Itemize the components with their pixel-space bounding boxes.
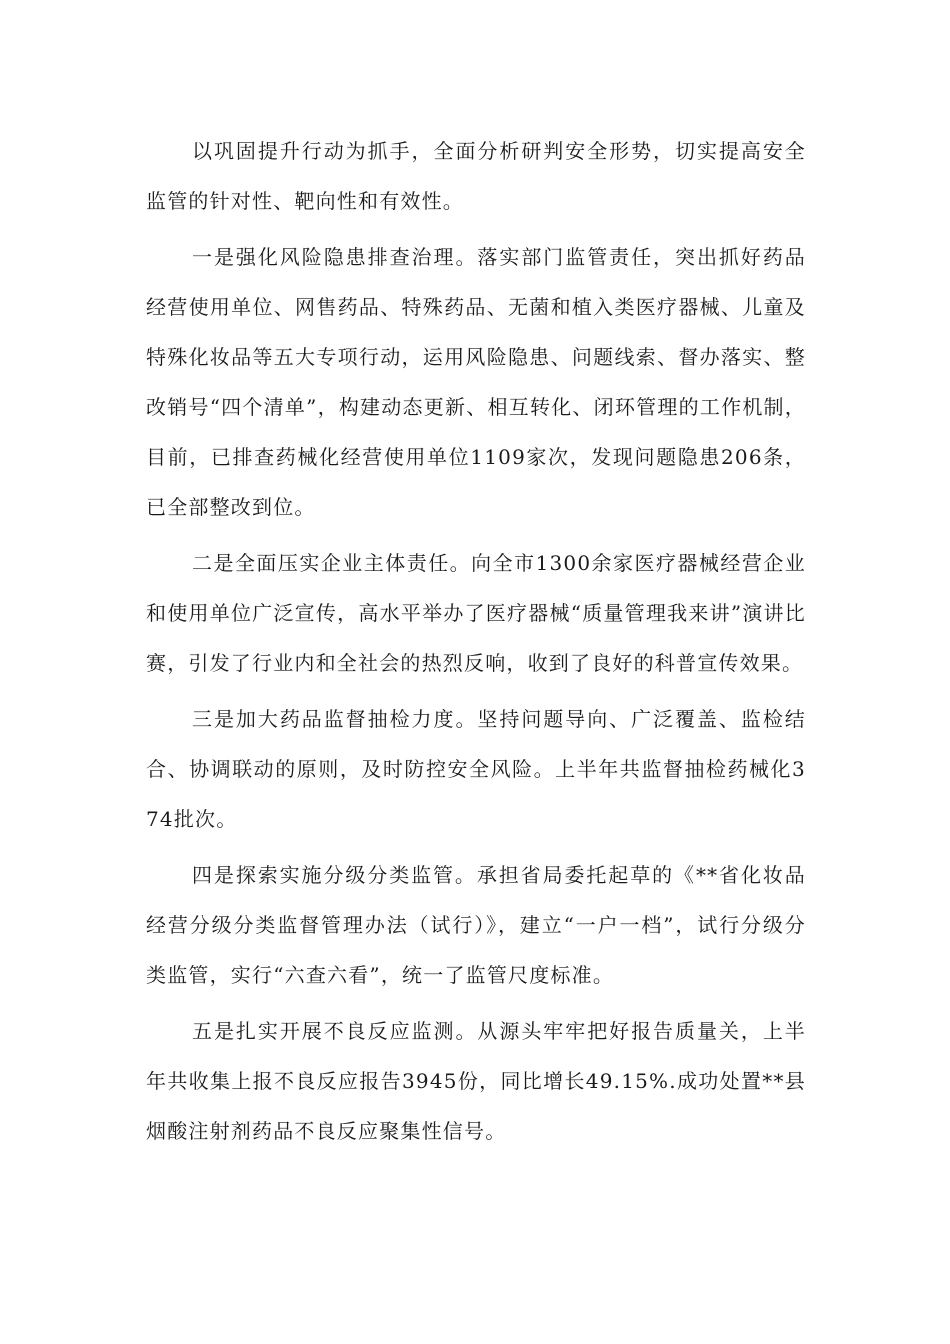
paragraph-sampling-inspection: 三是加大药品监督抽检力度。坚持问题导向、广泛覆盖、监检结合、协调联动的原则，及时防控安全风险。上半年共监督抽检药械化374批次。	[146, 707, 806, 831]
paragraph-enterprise-responsibility: 二是全面压实企业主体责任。向全市1300余家医疗器械经营企业和使用单位广泛宣传，高水平举办了医疗器械“质量管理我来讲”演讲比赛，引发了行业内和全社会的热烈反响，收到了良好的科普宣传效果。	[146, 551, 806, 675]
paragraph-graded-supervision: 四是探索实施分级分类监管。承担省局委托起草的《**省化妆品经营分级分类监督管理办法（试行）》，建立“一户一档”，试行分级分类监管，实行“六查六看”，统一了监管尺度标准。	[146, 863, 806, 987]
paragraph-risk-hazard-inspection: 一是强化风险隐患排查治理。落实部门监管责任，突出抓好药品经营使用单位、网售药品、特殊药品、无菌和植入类医疗器械、儿童及特殊化妆品等五大专项行动，运用风险隐患、问题线索、督办落实、整改销号“四个清单”，构建动态更新、相互转化、闭环管理的工作机制，目前，已排查药械化经营使用单位1109家次，发现问题隐患206条，已全部整改到位。	[146, 245, 806, 519]
paragraph-adverse-reaction-monitoring: 五是扎实开展不良反应监测。从源头牢牢把好报告质量关，上半年共收集上报不良反应报告3945份，同比增长49.15%.成功处置**县烟酸注射剂药品不良反应聚集性信号。	[146, 1019, 806, 1143]
document-body	[146, 126, 806, 1162]
paragraph-intro: 以巩固提升行动为抓手，全面分析研判安全形势，切实提高安全监管的针对性、靶向性和有效性。	[146, 139, 806, 213]
